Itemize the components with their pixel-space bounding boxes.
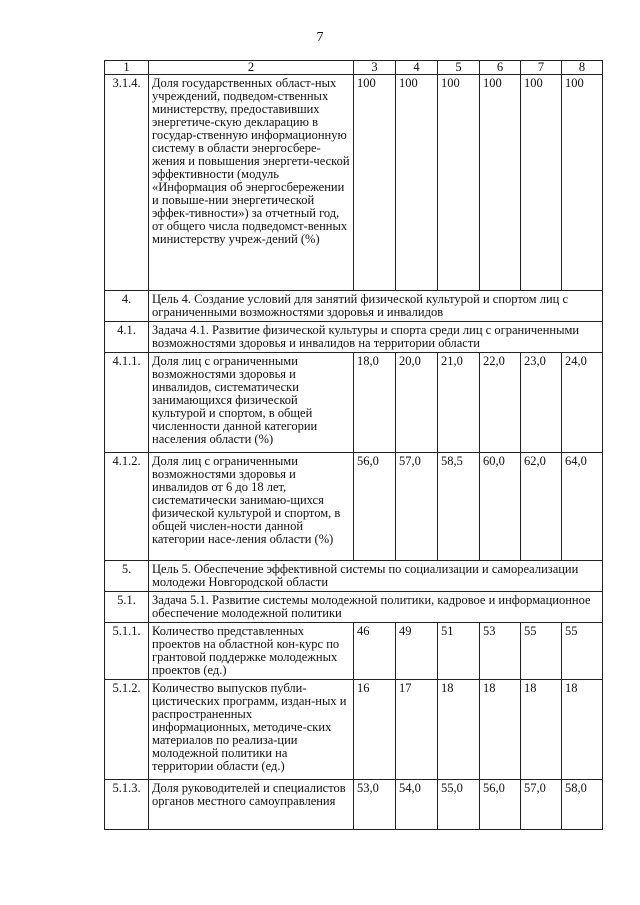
- indicator-name: Доля лиц с ограниченными возможностями здоровья и инвалидов от 6 до 18 лет, систематически занимаю-щихся физической культурой и спортом, в общей числен-ности данной категории насе-ления области (%): [149, 453, 354, 561]
- value-cell: 23,0: [521, 353, 562, 453]
- table-row: [105, 780, 603, 830]
- value-cell: 24,0: [562, 353, 603, 453]
- value-cell: 18: [521, 680, 562, 780]
- section-title: Задача 5.1. Развитие системы молодежной политики, кадровое и информационное обеспечение молодежной политики: [149, 592, 603, 623]
- value-cell: 20,0: [396, 353, 438, 453]
- value-cell: 53: [480, 623, 521, 680]
- indicator-name: Доля государственных област-ных учреждений, подведом-ственных министерству, предоставивших энергетиче-скую декларацию в государ-ственную информационную систему в области энергосбере-жения и повышения энергети-ческой эффективности (модуль «Информация об энергосбережении и повыше-нии энергетической эффек-тивности») за отчетный год, от общего числа подведомст-венных министерству учреж-дений (%): [149, 75, 354, 291]
- indicator-name: Количество представленных проектов на областной кон-курс по грантовой поддержке молодежных проектов (ед.): [149, 623, 354, 680]
- value-cell: 53,0: [354, 780, 396, 830]
- section-row: [105, 322, 603, 353]
- indicator-name: Доля лиц с ограниченными возможностями здоровья и инвалидов, систематически занимающихся физической культурой и спортом, в общей численности данной категории населения области (%): [149, 353, 354, 453]
- value-cell: 60,0: [480, 453, 521, 561]
- value-cell: 62,0: [521, 453, 562, 561]
- table-row: [105, 680, 603, 780]
- value-cell: 100: [438, 75, 480, 291]
- value-cell: 54,0: [396, 780, 438, 830]
- header-cell: 8: [562, 61, 603, 75]
- value-cell: 18: [562, 680, 603, 780]
- page-number: 7: [316, 30, 324, 45]
- header-cell: 4: [396, 61, 438, 75]
- header-cell: 1: [105, 61, 149, 75]
- value-cell: 18: [480, 680, 521, 780]
- value-cell: 56,0: [354, 453, 396, 561]
- value-cell: 55,0: [438, 780, 480, 830]
- table-row: [105, 623, 603, 680]
- section-row: [105, 561, 603, 592]
- indicators-table: [104, 60, 603, 830]
- value-cell: 17: [396, 680, 438, 780]
- value-cell: 58,5: [438, 453, 480, 561]
- header-cell: 2: [149, 61, 354, 75]
- section-title: Задача 4.1. Развитие физической культуры и спорта среди лиц с ограниченными возможностями здоровья и инвалидов на территории области: [149, 322, 603, 353]
- value-cell: 46: [354, 623, 396, 680]
- section-title: Цель 4. Создание условий для занятий физической культурой и спортом лиц с ограниченными возможностями здоровья и инвалидов: [149, 291, 603, 322]
- value-cell: 57,0: [521, 780, 562, 830]
- indicator-name: Доля руководителей и специалистов органов местного самоуправления: [149, 780, 354, 830]
- value-cell: 57,0: [396, 453, 438, 561]
- value-cell: 100: [562, 75, 603, 291]
- value-cell: 100: [521, 75, 562, 291]
- value-cell: 18: [438, 680, 480, 780]
- row-number: 4.: [105, 291, 149, 322]
- table-body: [105, 61, 603, 830]
- value-cell: 55: [562, 623, 603, 680]
- value-cell: 100: [480, 75, 521, 291]
- value-cell: 49: [396, 623, 438, 680]
- row-number: 4.1.: [105, 322, 149, 353]
- header-cell: 7: [521, 61, 562, 75]
- row-number: 5.1.3.: [105, 780, 149, 830]
- table-row: [105, 453, 603, 561]
- value-cell: 100: [354, 75, 396, 291]
- row-number: 5.1.2.: [105, 680, 149, 780]
- table-row: [105, 75, 603, 291]
- value-cell: 100: [396, 75, 438, 291]
- row-number: 5.1.1.: [105, 623, 149, 680]
- row-number: 4.1.2.: [105, 453, 149, 561]
- section-row: [105, 592, 603, 623]
- table-row: [105, 353, 603, 453]
- value-cell: 21,0: [438, 353, 480, 453]
- row-number: 5.: [105, 561, 149, 592]
- table-header-row: [105, 61, 603, 75]
- header-cell: 6: [480, 61, 521, 75]
- value-cell: 18,0: [354, 353, 396, 453]
- value-cell: 22,0: [480, 353, 521, 453]
- value-cell: 56,0: [480, 780, 521, 830]
- row-number: 4.1.1.: [105, 353, 149, 453]
- section-title: Цель 5. Обеспечение эффективной системы по социализации и самореализации молодежи Новгородской области: [149, 561, 603, 592]
- value-cell: 58,0: [562, 780, 603, 830]
- value-cell: 16: [354, 680, 396, 780]
- value-cell: 51: [438, 623, 480, 680]
- indicator-name: Количество выпусков публи-цистических программ, издан-ных и распространенных информационных, методиче-ских материалов по реализа-ции молодежной политики на территории области (ед.): [149, 680, 354, 780]
- value-cell: 55: [521, 623, 562, 680]
- header-cell: 3: [354, 61, 396, 75]
- header-cell: 5: [438, 61, 480, 75]
- row-number: 5.1.: [105, 592, 149, 623]
- row-number: 3.1.4.: [105, 75, 149, 291]
- section-row: [105, 291, 603, 322]
- value-cell: 64,0: [562, 453, 603, 561]
